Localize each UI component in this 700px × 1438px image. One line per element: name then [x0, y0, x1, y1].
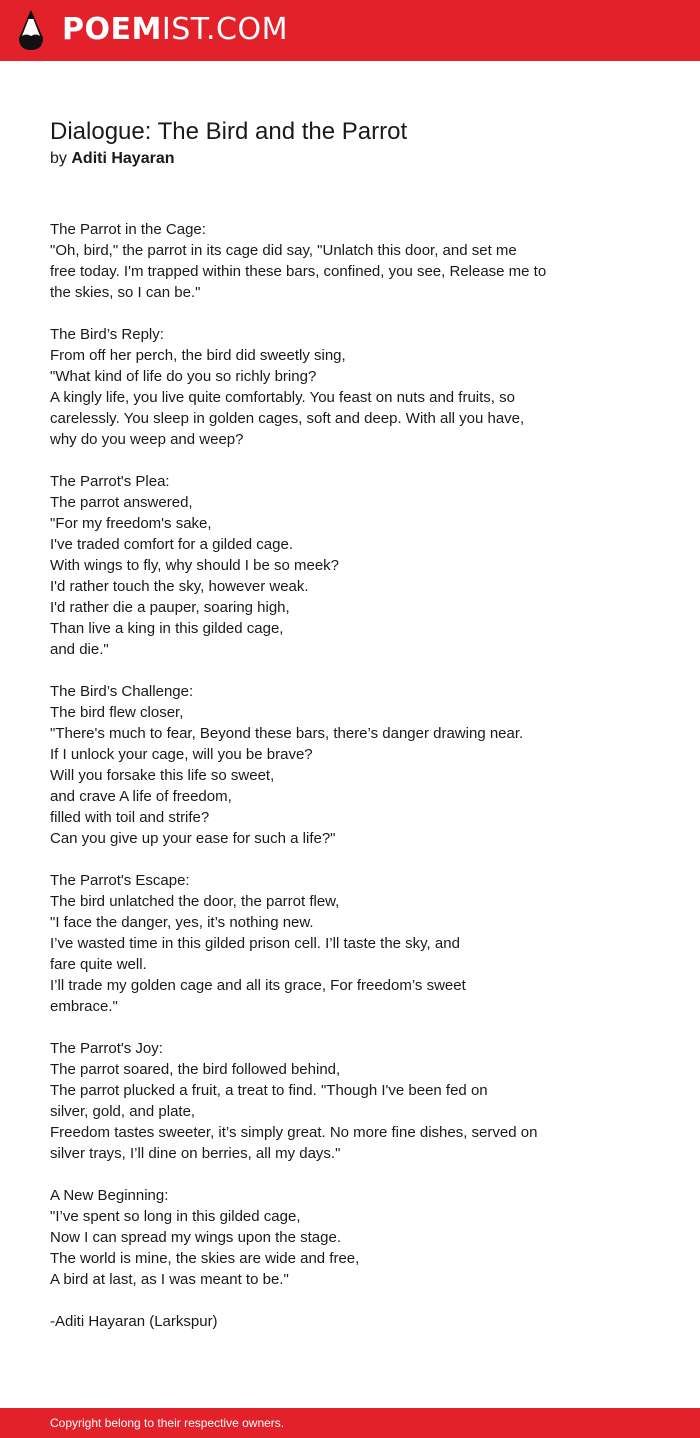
- stanza: [50, 219, 570, 303]
- poem-line: A New Beginning:: [50, 1187, 169, 1204]
- stanza: [50, 471, 570, 660]
- author-name: Aditi Hayaran: [71, 150, 175, 167]
- poem-line: The Parrot's Plea:: [50, 473, 170, 490]
- poem-line: "For my freedom's sake,: [50, 515, 212, 532]
- poem-line: and die.": [50, 641, 109, 658]
- stanza: [50, 1038, 570, 1164]
- poem-line: "Oh, bird," the parrot in its cage did say, "Unlatch this door, and set me: [50, 242, 517, 259]
- poem-line: Freedom tastes sweeter, it’s simply great. No more fine dishes, served on: [50, 1124, 538, 1141]
- poem-line: The parrot answered,: [50, 494, 193, 511]
- poem-line: From off her perch, the bird did sweetly sing,: [50, 347, 346, 364]
- brand-light: IST.COM: [161, 12, 288, 47]
- by-label: by: [50, 150, 67, 167]
- poem-line: Can you give up your ease for such a life?": [50, 830, 336, 847]
- poem-line: silver, gold, and plate,: [50, 1103, 196, 1120]
- poem-body: [50, 219, 570, 1353]
- stanza: [50, 681, 570, 849]
- poem-line: -Aditi Hayaran (Larkspur): [50, 1313, 218, 1330]
- byline: [50, 149, 175, 169]
- site-footer: [0, 1408, 700, 1438]
- pen-nib-icon[interactable]: [16, 8, 46, 52]
- poem-line: "I face the danger, yes, it’s nothing new.: [50, 914, 314, 931]
- poem-line: I’ve wasted time in this gilded prison cell. I’ll taste the sky, and: [50, 935, 460, 952]
- poem-line: The Parrot in the Cage:: [50, 221, 206, 238]
- stanza: [50, 324, 570, 450]
- copyright-text: Copyright belong to their respective owners.: [50, 1416, 285, 1430]
- poem-line: Than live a king in this gilded cage,: [50, 620, 284, 637]
- site-logo-link[interactable]: [62, 12, 288, 48]
- poem-line: I'd rather touch the sky, however weak.: [50, 578, 309, 595]
- poem-title: Dialogue: The Bird and the Parrot: [50, 118, 408, 145]
- poem-line: The Parrot's Joy:: [50, 1040, 163, 1057]
- poem-line: filled with toil and strife?: [50, 809, 210, 826]
- poem-line: The Bird’s Reply:: [50, 326, 164, 343]
- poem-line: The bird flew closer,: [50, 704, 184, 721]
- poem-line: A bird at last, as I was meant to be.": [50, 1271, 289, 1288]
- stanza: [50, 1185, 570, 1290]
- poem-line: free today. I'm trapped within these bars, confined, you see, Release me to: [50, 263, 547, 280]
- poem-line: The parrot plucked a fruit, a treat to find. "Though I've been fed on: [50, 1082, 488, 1099]
- poem-line: Now I can spread my wings upon the stage.: [50, 1229, 341, 1246]
- poem-line: embrace.": [50, 998, 118, 1015]
- poem-line: "There's much to fear, Beyond these bars, there’s danger drawing near.: [50, 725, 524, 742]
- poem-line: The Parrot's Escape:: [50, 872, 190, 889]
- poem-line: I’ll trade my golden cage and all its grace, For freedom’s sweet: [50, 977, 466, 994]
- stanza: [50, 1311, 570, 1332]
- poem-line: If I unlock your cage, will you be brave?: [50, 746, 313, 763]
- poem-line: "What kind of life do you so richly bring?: [50, 368, 317, 385]
- poem-line: The parrot soared, the bird followed behind,: [50, 1061, 341, 1078]
- poem-line: The world is mine, the skies are wide and free,: [50, 1250, 360, 1267]
- poem-line: A kingly life, you live quite comfortably. You feast on nuts and fruits, so: [50, 389, 515, 406]
- poem-line: carelessly. You sleep in golden cages, soft and deep. With all you have,: [50, 410, 525, 427]
- stanza: [50, 870, 570, 1017]
- poem-line: and crave A life of freedom,: [50, 788, 232, 805]
- poem-line: With wings to fly, why should I be so meek?: [50, 557, 340, 574]
- poem-line: silver trays, I’ll dine on berries, all my days.": [50, 1145, 341, 1162]
- poem-line: why do you weep and weep?: [50, 431, 244, 448]
- poem-line: "I’ve spent so long in this gilded cage,: [50, 1208, 301, 1225]
- site-header: [0, 0, 700, 61]
- brand-bold: POEM: [62, 12, 162, 47]
- poem-line: fare quite well.: [50, 956, 147, 973]
- poem-line: I've traded comfort for a gilded cage.: [50, 536, 293, 553]
- poem-line: The Bird’s Challenge:: [50, 683, 194, 700]
- poem-line: the skies, so I can be.": [50, 284, 201, 301]
- poem-line: I'd rather die a pauper, soaring high,: [50, 599, 290, 616]
- poem-line: The bird unlatched the door, the parrot flew,: [50, 893, 340, 910]
- poem-line: Will you forsake this life so sweet,: [50, 767, 275, 784]
